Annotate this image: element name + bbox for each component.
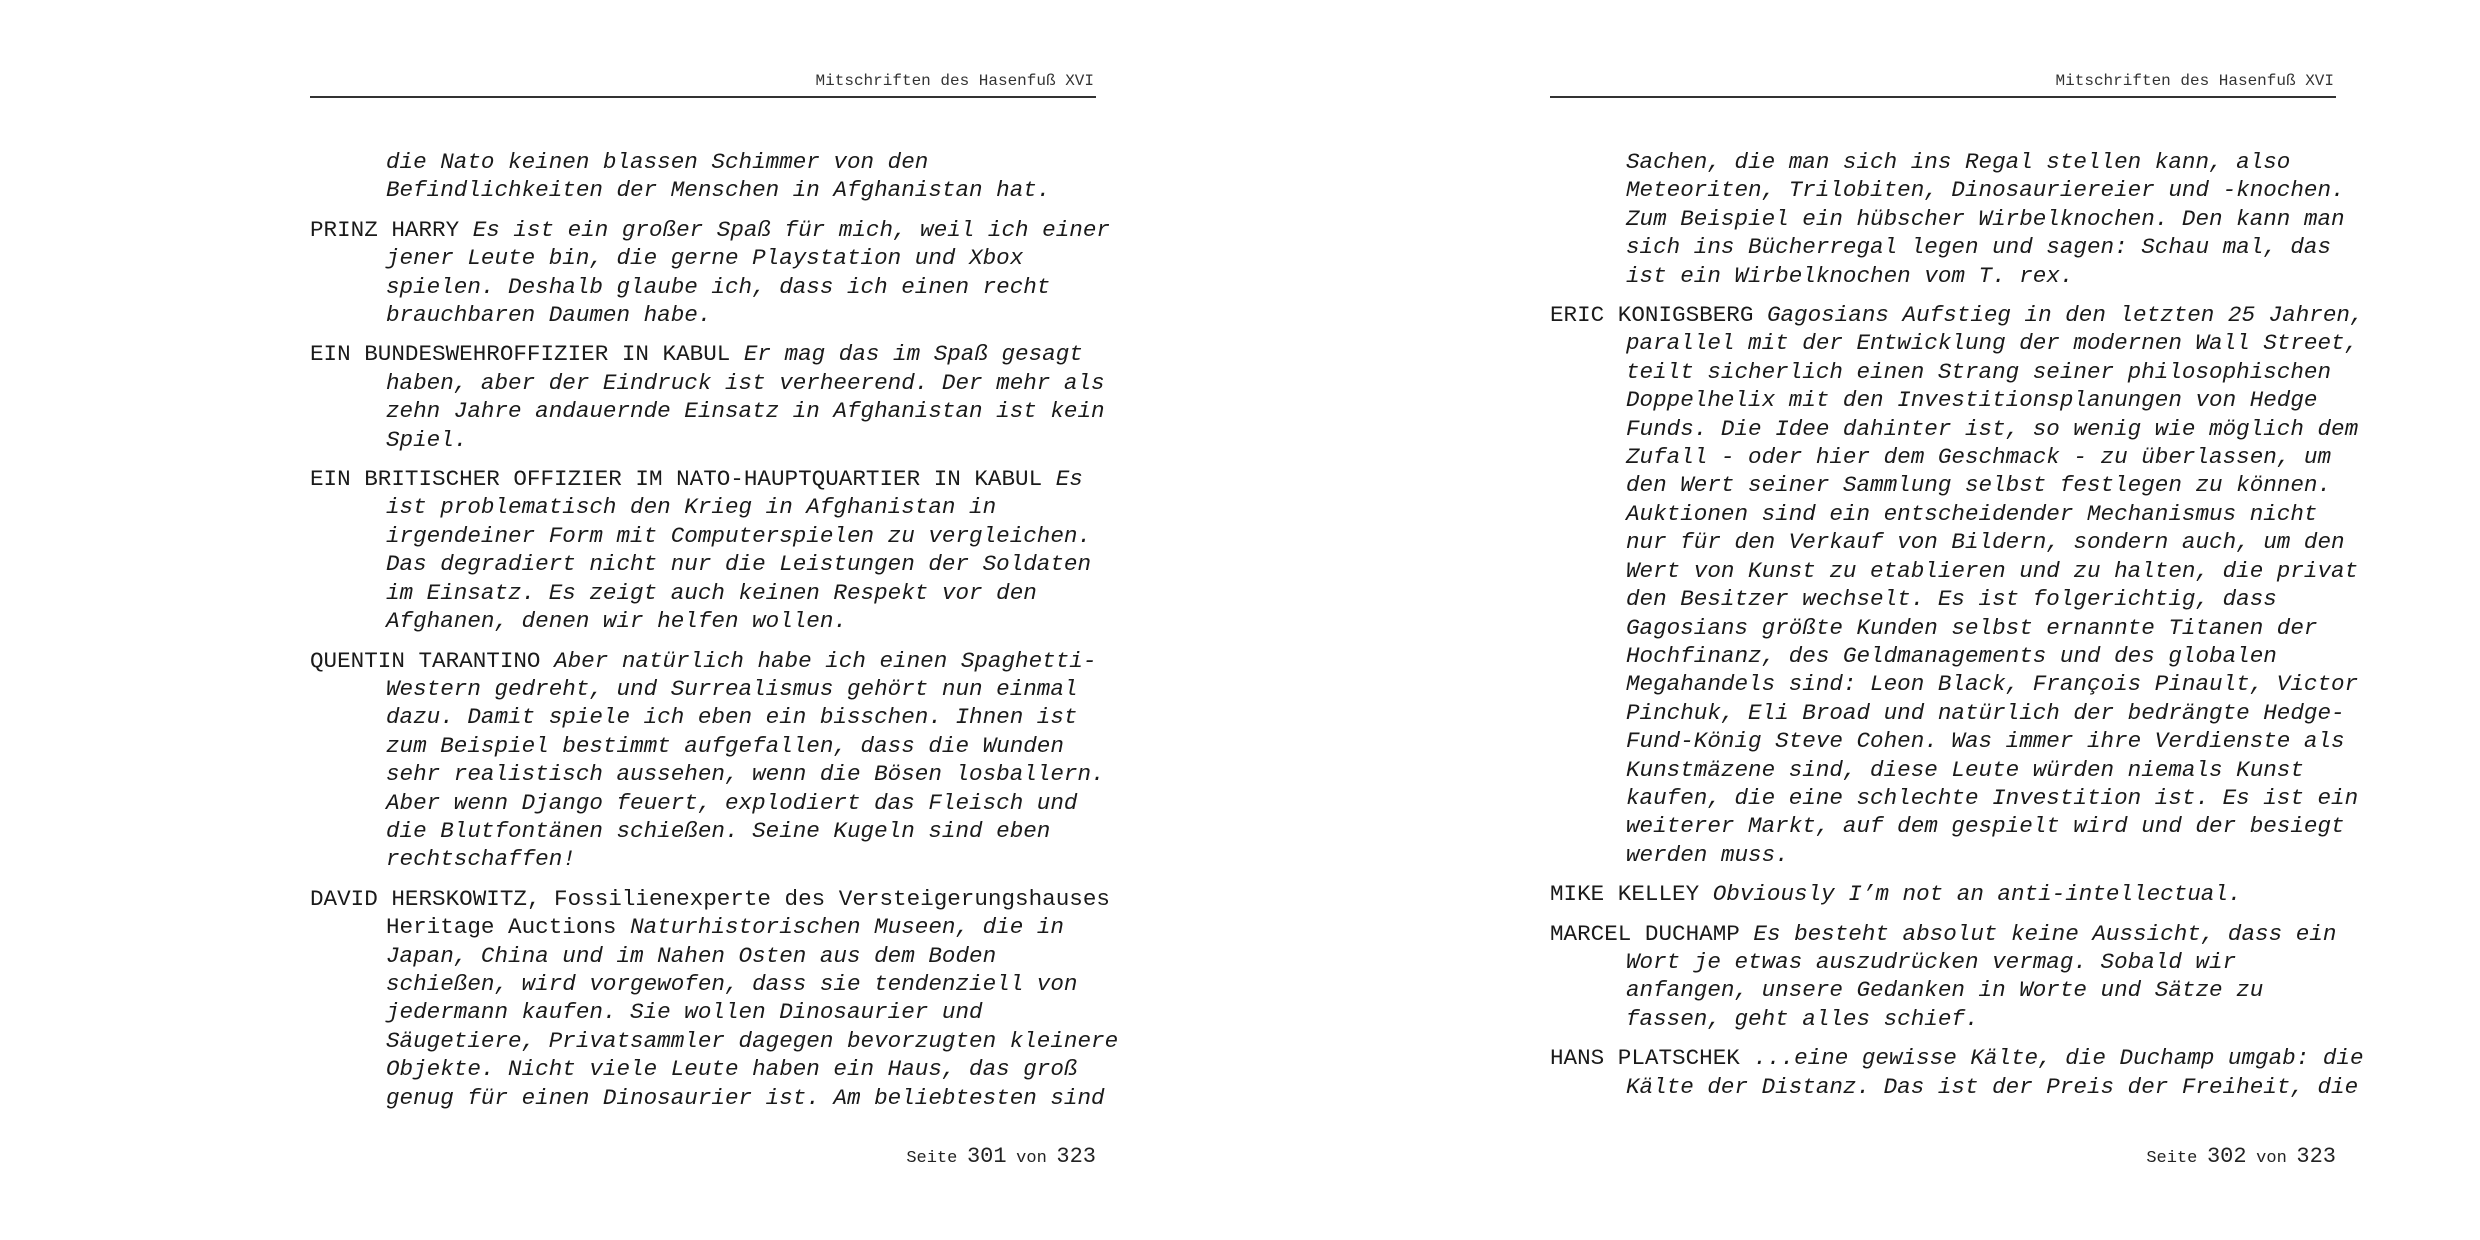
transcript-entry bbox=[310, 885, 1119, 1112]
quote-text: brauchbaren Daumen habe. bbox=[386, 302, 712, 329]
text-line bbox=[310, 970, 1110, 998]
text-line bbox=[1550, 386, 2350, 414]
text-line bbox=[310, 1027, 1119, 1055]
quote-text: teilt sicherlich einen Strang seiner philosophischen bbox=[1626, 358, 2332, 385]
running-head bbox=[1550, 72, 2336, 98]
text-line bbox=[310, 607, 1110, 635]
text-line bbox=[310, 732, 1110, 760]
text-line bbox=[310, 216, 1110, 244]
text-line bbox=[1550, 585, 2350, 613]
quote-text: Megahandels sind: Leon Black, François Pinault, Victor bbox=[1626, 671, 2359, 698]
text-line bbox=[1550, 642, 2350, 670]
quote-text: sehr realistisch aussehen, wenn die Bösen losballern. bbox=[386, 761, 1105, 788]
quote-text: Zufall - oder hier dem Geschmack - zu überlassen, um bbox=[1626, 444, 2332, 471]
page-footer bbox=[1550, 1144, 2336, 1169]
text-line bbox=[310, 913, 1110, 941]
speaker-name: MARCEL DUCHAMP bbox=[1550, 920, 1754, 947]
footer-word-page: Seite bbox=[2146, 1149, 2198, 1168]
text-line bbox=[1550, 528, 2350, 556]
text-line bbox=[1550, 500, 2350, 528]
quote-text: Pinchuk, Eli Broad und natürlich der bedrängte Hedge- bbox=[1626, 699, 2345, 726]
footer-page-number: 302 bbox=[2206, 1144, 2247, 1169]
speaker-name: PRINZ HARRY bbox=[310, 216, 473, 243]
text-line bbox=[1550, 841, 2350, 869]
quote-text: Obviously I’m not an anti-intellectual. bbox=[1712, 881, 2242, 908]
footer-word-of: von bbox=[1016, 1149, 1047, 1168]
text-line bbox=[1550, 262, 2350, 290]
text-line bbox=[310, 493, 1110, 521]
quote-text: anfangen, unsere Gedanken in Worte und Sätze zu bbox=[1626, 977, 2264, 1004]
quote-text: schießen, wird vorgewofen, dass sie tendenziell von bbox=[386, 970, 1078, 997]
transcript-entry bbox=[1550, 920, 2350, 1034]
text-line bbox=[1550, 784, 2359, 812]
text-line bbox=[310, 845, 1110, 873]
quote-text: Meteoriten, Trilobiten, Dinosauriereier und -knochen. bbox=[1626, 177, 2345, 204]
running-head bbox=[310, 72, 1096, 98]
text-line bbox=[310, 675, 1110, 703]
text-line bbox=[1550, 670, 2359, 698]
text-line bbox=[310, 998, 1110, 1026]
text-line bbox=[310, 703, 1110, 731]
quote-text: Auktionen sind ein entscheidender Mechanismus nicht bbox=[1626, 500, 2318, 527]
quote-text: zehn Jahre andauernde Einsatz in Afghanistan ist kein bbox=[386, 398, 1105, 425]
quote-text: Afghanen, denen wir helfen wollen. bbox=[386, 608, 847, 635]
quote-text: Kälte der Distanz. Das ist der Preis der Freiheit, die bbox=[1626, 1073, 2359, 1100]
quote-text: Doppelhelix mit den Investitionsplanungen von Hedge bbox=[1626, 387, 2318, 414]
quote-text: den Besitzer wechselt. Es ist folgerichtig, dass bbox=[1626, 586, 2277, 613]
quote-text: Säugetiere, Privatsammler dagegen bevorzugten kleinere bbox=[386, 1027, 1119, 1054]
speaker-name: HANS PLATSCHEK bbox=[1550, 1045, 1754, 1072]
quote-text: Kunstmäzene sind, diese Leute würden niemals Kunst bbox=[1626, 756, 2304, 783]
quote-text: Es besteht absolut keine Aussicht, dass ein bbox=[1753, 920, 2337, 947]
text-line bbox=[1550, 557, 2359, 585]
text-line bbox=[310, 148, 1110, 176]
footer-page-number: 301 bbox=[966, 1144, 1007, 1169]
transcript-entry bbox=[1550, 1044, 2364, 1101]
quote-text: jener Leute bin, die gerne Playstation und Xbox bbox=[386, 245, 1024, 272]
quote-text: nur für den Verkauf von Bildern, sondern auch, um den bbox=[1626, 529, 2345, 556]
quote-text: Sachen, die man sich ins Regal stellen kann, also bbox=[1626, 149, 2291, 175]
text-line bbox=[1550, 1073, 2359, 1101]
quote-text: spielen. Deshalb glaube ich, dass ich einen recht bbox=[386, 273, 1051, 300]
text-line bbox=[1550, 415, 2359, 443]
quote-text: Hochfinanz, des Geldmanagements und des globalen bbox=[1626, 642, 2277, 669]
footer-page-total: 323 bbox=[2296, 1144, 2336, 1169]
quote-text: Gagosians größte Kunden selbst ernannte Titanen der bbox=[1626, 614, 2318, 641]
speaker-name: DAVID HERSKOWITZ, Fossilienexperte des Versteigerungshauses bbox=[310, 885, 1110, 912]
running-head-text: Mitschriften des Hasenfuß XVI bbox=[815, 72, 1094, 90]
text-line bbox=[1550, 301, 2364, 329]
text-line bbox=[1550, 329, 2359, 357]
page-right bbox=[1240, 0, 2480, 1240]
quote-text: Er mag das im Spaß gesagt bbox=[743, 341, 1083, 368]
text-line bbox=[310, 340, 1110, 368]
speaker-name: EIN BUNDESWEHROFFIZIER IN KABUL bbox=[310, 341, 744, 368]
quote-text: dazu. Damit spiele ich eben ein bisschen. Ihnen ist bbox=[386, 704, 1078, 731]
text-line bbox=[1550, 614, 2350, 642]
text-line bbox=[310, 817, 1110, 845]
text-line bbox=[310, 522, 1110, 550]
text-line bbox=[310, 760, 1110, 788]
quote-text: Spiel. bbox=[386, 426, 468, 453]
text-line bbox=[1550, 176, 2350, 204]
text-line bbox=[1550, 976, 2350, 1004]
text-line bbox=[310, 885, 1110, 913]
transcript-entry bbox=[1550, 880, 2350, 908]
footer-page-total: 323 bbox=[1056, 1144, 1096, 1169]
quote-text: werden muss. bbox=[1626, 841, 1789, 868]
page-footer bbox=[310, 1144, 1096, 1169]
transcript-entry bbox=[310, 148, 1110, 205]
speaker-name: QUENTIN TARANTINO bbox=[310, 647, 555, 674]
quote-text: rechtschaffen! bbox=[386, 846, 576, 873]
quote-text: Gagosians Aufstieg in den letzten 25 Jahren, bbox=[1766, 302, 2364, 329]
quote-text: Japan, China und im Nahen Osten aus dem Boden bbox=[386, 942, 997, 969]
transcript-entry bbox=[310, 647, 1110, 874]
quote-text: Es ist ein großer Spaß für mich, weil ich einer bbox=[472, 216, 1110, 243]
quote-text: Wort je etwas auszudrücken vermag. Sobald wir bbox=[1626, 948, 2237, 975]
text-line bbox=[310, 1084, 1110, 1112]
quote-text: Objekte. Nicht viele Leute haben ein Haus, das groß bbox=[386, 1056, 1078, 1083]
text-line bbox=[310, 1055, 1110, 1083]
quote-text: genug für einen Dinosaurier ist. Am beliebtesten sind bbox=[386, 1084, 1105, 1111]
transcript-entry bbox=[310, 340, 1110, 454]
page-body bbox=[1550, 148, 2364, 1112]
quote-text: sich ins Bücherregal legen und sagen: Schau mal, das bbox=[1626, 234, 2332, 261]
text-line bbox=[310, 647, 1110, 675]
quote-text: weiterer Markt, auf dem gespielt wird und der besiegt bbox=[1626, 813, 2345, 840]
quote-text: haben, aber der Eindruck ist verheerend. Der mehr als bbox=[386, 369, 1105, 396]
quote-text: Fund-König Steve Cohen. Was immer ihre Verdienste als bbox=[1626, 728, 2345, 755]
transcript-entry bbox=[310, 216, 1110, 330]
text-line bbox=[1550, 233, 2350, 261]
text-line bbox=[1550, 920, 2350, 948]
quote-text: Western gedreht, und Surrealismus gehört nun einmal bbox=[386, 675, 1078, 702]
transcript-entry bbox=[1550, 301, 2364, 869]
quote-text: Aber wenn Django feuert, explodiert das Fleisch und bbox=[386, 789, 1078, 816]
quote-text: parallel mit der Entwicklung der modernen Wall Street, bbox=[1626, 330, 2359, 357]
quote-text: kaufen, die eine schlechte Investition ist. Es ist ein bbox=[1626, 784, 2359, 811]
text-line bbox=[310, 465, 1110, 493]
quote-text: fassen, geht alles schief. bbox=[1626, 1005, 1979, 1032]
quote-text: Zum Beispiel ein hübscher Wirbelknochen. Den kann man bbox=[1626, 205, 2345, 232]
quote-text: die Blutfontänen schießen. Seine Kugeln sind eben bbox=[386, 817, 1051, 844]
text-line bbox=[1550, 1044, 2364, 1072]
text-line bbox=[310, 273, 1110, 301]
quote-text: Naturhistorischen Museen, die in bbox=[630, 914, 1064, 941]
running-head-text: Mitschriften des Hasenfuß XVI bbox=[2055, 72, 2334, 90]
text-line bbox=[1550, 358, 2350, 386]
transcript-entry bbox=[310, 465, 1110, 635]
text-line bbox=[310, 426, 1110, 454]
page-body bbox=[310, 148, 1119, 1123]
quote-text: irgendeiner Form mit Computerspielen zu vergleichen. bbox=[386, 522, 1092, 549]
text-line bbox=[310, 176, 1110, 204]
text-line bbox=[1550, 756, 2350, 784]
quote-text: ist problematisch den Krieg in Afghanistan in bbox=[386, 494, 997, 521]
speaker-name: Heritage Auctions bbox=[386, 914, 631, 941]
text-line bbox=[310, 369, 1110, 397]
text-line bbox=[1550, 880, 2350, 908]
text-line bbox=[310, 397, 1110, 425]
quote-text: jedermann kaufen. Sie wollen Dinosaurier und bbox=[386, 999, 983, 1026]
text-line bbox=[310, 942, 1110, 970]
speaker-name: ERIC KONIGSBERG bbox=[1550, 302, 1767, 329]
text-line bbox=[1550, 948, 2350, 976]
quote-text: den Wert seiner Sammlung selbst festlegen zu können. bbox=[1626, 472, 2332, 499]
text-line bbox=[1550, 1005, 2350, 1033]
quote-text: Funds. Die Idee dahinter ist, so wenig wie möglich dem bbox=[1626, 415, 2359, 442]
quote-text: Das degradiert nicht nur die Leistungen der Soldaten bbox=[386, 551, 1092, 578]
quote-text: Wert von Kunst zu etablieren und zu halten, die privat bbox=[1626, 557, 2359, 584]
quote-text: im Einsatz. Es zeigt auch keinen Respekt vor den bbox=[386, 579, 1037, 606]
text-line bbox=[310, 301, 1110, 329]
text-line bbox=[1550, 699, 2350, 727]
text-line bbox=[1550, 205, 2350, 233]
footer-word-page: Seite bbox=[906, 1149, 958, 1168]
text-line bbox=[1550, 471, 2350, 499]
quote-text: Aber natürlich habe ich einen Spaghetti- bbox=[554, 647, 1097, 674]
transcript-entry bbox=[1550, 148, 2350, 290]
text-line bbox=[310, 244, 1110, 272]
footer-word-of: von bbox=[2256, 1149, 2287, 1168]
text-line bbox=[1550, 812, 2350, 840]
text-line bbox=[310, 789, 1110, 817]
speaker-name: EIN BRITISCHER OFFIZIER IM NATO-HAUPTQUARTIER IN KABUL bbox=[310, 466, 1056, 493]
text-line bbox=[1550, 148, 2350, 176]
text-line bbox=[310, 550, 1110, 578]
quote-text: Es bbox=[1055, 466, 1083, 493]
quote-text: zum Beispiel bestimmt aufgefallen, dass die Wunden bbox=[386, 732, 1064, 759]
quote-text: ...eine gewisse Kälte, die Duchamp umgab: die bbox=[1753, 1045, 2364, 1072]
quote-text: die Nato keinen blassen Schimmer von den bbox=[386, 149, 929, 175]
speaker-name: MIKE KELLEY bbox=[1550, 881, 1713, 908]
text-line bbox=[1550, 443, 2350, 471]
text-line bbox=[1550, 727, 2350, 755]
quote-text: ist ein Wirbelknochen vom T. rex. bbox=[1626, 262, 2074, 289]
text-line bbox=[310, 579, 1110, 607]
quote-text: Befindlichkeiten der Menschen in Afghanistan hat. bbox=[386, 177, 1051, 204]
